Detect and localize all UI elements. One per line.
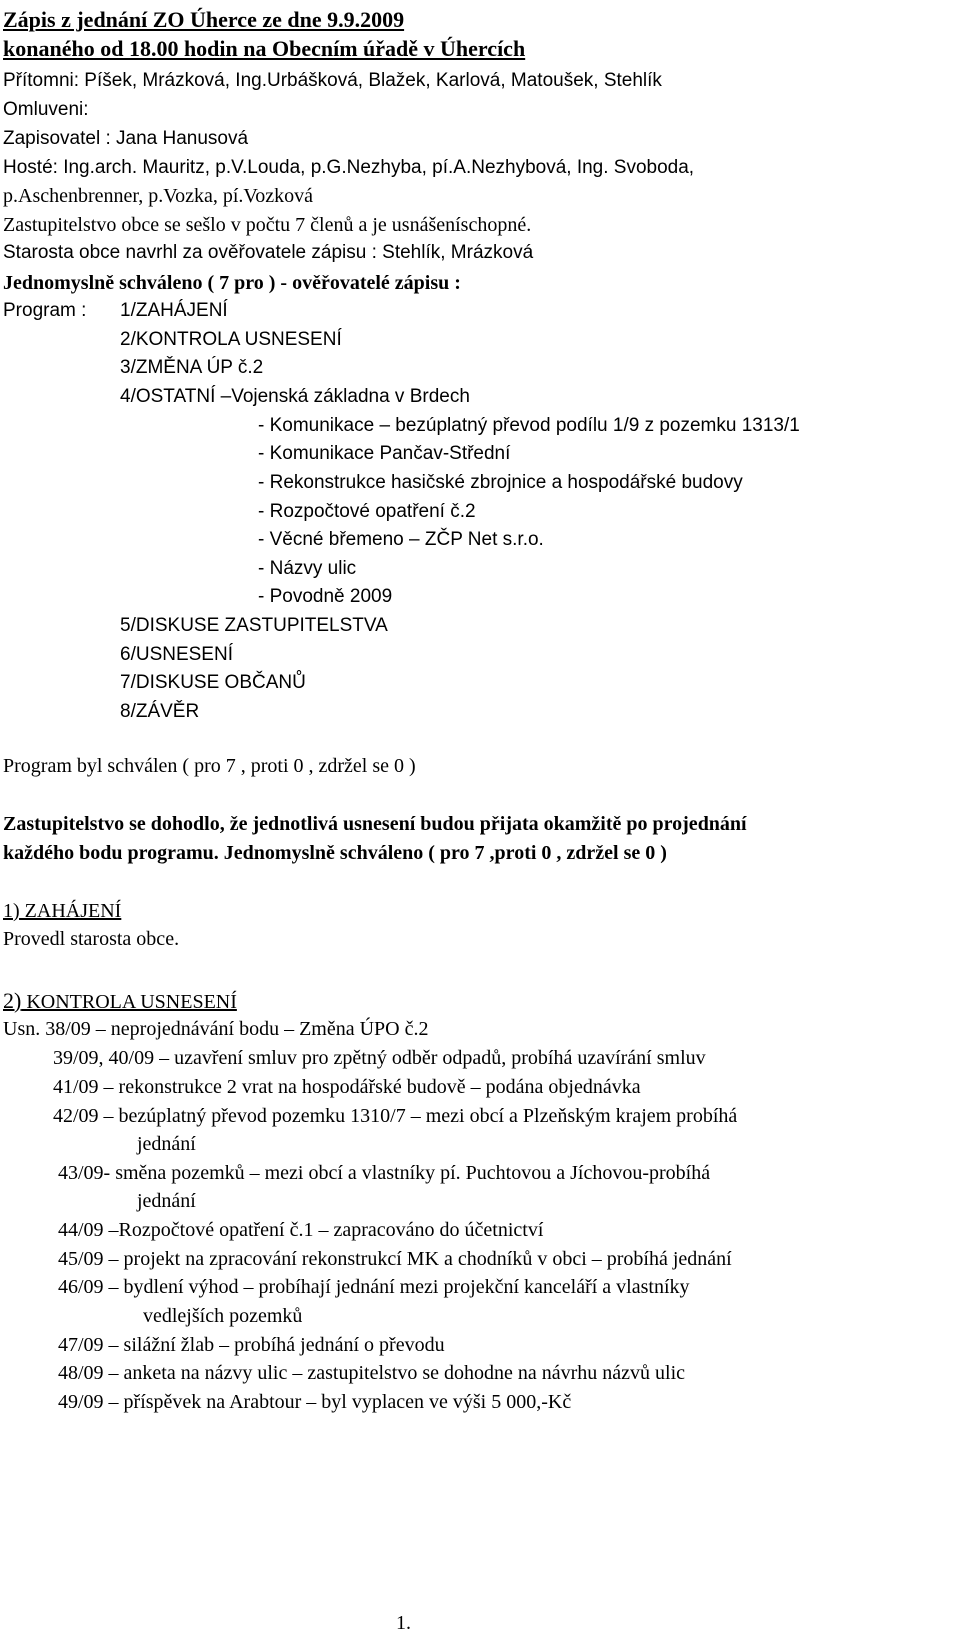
resolution-line: 44/09 –Rozpočtové opatření č.1 – zapracováno do účetnictví [58,1219,544,1241]
recorder: Zapisovatel : Jana Hanusová [3,128,249,149]
agreement-line-1: Zastupitelstvo se dohodlo, že jednotlivá usnesení budou přijata okamžitě po projednání [3,813,747,835]
guests-line-2: p.Aschenbrenner, p.Vozka, pí.Vozková [3,185,314,207]
document-title-line-2: konaného od 18.00 hodin na Obecním úřadě v Úhercích [3,36,526,61]
resolution-line-continued: jednání [137,1133,196,1155]
agreement-vote: Jednomyslně schváleno ( pro 7 ,proti 0 , zdržel se 0 ) [218,842,667,864]
program-item-2: 2/KONTROLA USNESENÍ [120,329,342,350]
program-subitem: - Věcné břemeno – ZČP Net s.r.o. [258,529,544,550]
program-item-8: 8/ZÁVĚR [120,701,200,722]
program-subitem: - Komunikace – bezúplatný převod podílu 1/9 z pozemku 1313/1 [258,415,800,436]
resolution-line-continued: vedlejších pozemků [143,1305,303,1327]
quorum-statement: Zastupitelstvo obce se sešlo v počtu 7 členů a je usnášeníschopné. [3,214,532,236]
program-subitem: - Rekonstrukce hasičské zbrojnice a hospodářské budovy [258,472,743,493]
page-number: 1. [396,1612,411,1634]
resolution-line: 46/09 – bydlení výhod – probíhají jednání mezi projekční kanceláří a vlastníky [58,1276,690,1298]
verifiers-approval: Jednomyslně schváleno ( 7 pro ) - ověřovatelé zápisu : [3,272,461,294]
section-1-text: Provedl starosta obce. [3,928,180,950]
program-subitem: - Rozpočtové opatření č.2 [258,501,476,522]
resolution-line-continued: jednání [137,1190,196,1212]
resolution-line: Usn. 38/09 – neprojednávání bodu – Změna ÚPO č.2 [3,1018,429,1040]
program-item-4: 4/OSTATNÍ –Vojenská základna v Brdech [120,386,470,407]
program-subitem: - Povodně 2009 [258,586,393,607]
present-members: Přítomni: Píšek, Mrázková, Ing.Urbášková, Blažek, Karlová, Matoušek, Stehlík [3,70,662,91]
program-approval: Program byl schválen ( pro 7 , proti 0 , zdržel se 0 ) [3,755,416,777]
program-label: Program : [3,300,87,321]
program-item-3: 3/ZMĚNA ÚP č.2 [120,357,264,378]
resolution-line: 49/09 – příspěvek na Arabtour – byl vyplacen ve výši 5 000,-Kč [58,1391,572,1413]
resolution-line: 43/09- směna pozemků – mezi obcí a vlastníky pí. Puchtovou a Jíchovou-probíhá [58,1162,711,1184]
program-item-1: 1/ZAHÁJENÍ [120,300,228,321]
section-2-title: KONTROLA USNESENÍ [21,991,237,1013]
excused-members: Omluveni: [3,99,89,120]
program-item-7: 7/DISKUSE OBČANŮ [120,672,306,693]
program-item-5: 5/DISKUSE ZASTUPITELSTVA [120,615,388,636]
verifiers-proposal: Starosta obce navrhl za ověřovatele zápisu : Stehlík, Mrázková [3,242,534,263]
resolution-line: 39/09, 40/09 – uzavření smluv pro zpětný odběr odpadů, probíhá uzavírání smluv [53,1047,706,1069]
agreement-line-2 [3,840,667,866]
program-subitem: - Komunikace Pančav-Střední [258,443,511,464]
guests-line-1: Hosté: Ing.arch. Mauritz, p.V.Louda, p.G.Nezhyba, pí.A.Nezhybová, Ing. Svoboda, [3,157,695,178]
section-1-heading: 1) ZAHÁJENÍ [3,900,122,922]
document-title-line-1: Zápis z jednání ZO Úherce ze dne 9.9.2009 [3,7,405,32]
resolution-line: 42/09 – bezúplatný převod pozemku 1310/7 – mezi obcí a Plzeňským krajem probíhá [53,1105,738,1127]
section-2-heading [3,988,237,1015]
program-subitem: - Názvy ulic [258,558,357,579]
resolution-line: 48/09 – anketa na názvy ulic – zastupitelstvo se dohodne na návrhu názvů ulic [58,1362,686,1384]
program-item-6: 6/USNESENÍ [120,644,233,665]
resolution-line: 45/09 – projekt na zpracování rekonstrukcí MK a chodníků v obci – probíhá jednání [58,1248,732,1270]
resolution-line: 47/09 – silážní žlab – probíhá jednání o převodu [58,1334,445,1356]
resolution-line: 41/09 – rekonstrukce 2 vrat na hospodářské budově – podána objednávka [53,1076,641,1098]
section-2-number: 2) [3,988,22,1013]
agreement-bold-part: každého bodu programu. [3,842,219,864]
